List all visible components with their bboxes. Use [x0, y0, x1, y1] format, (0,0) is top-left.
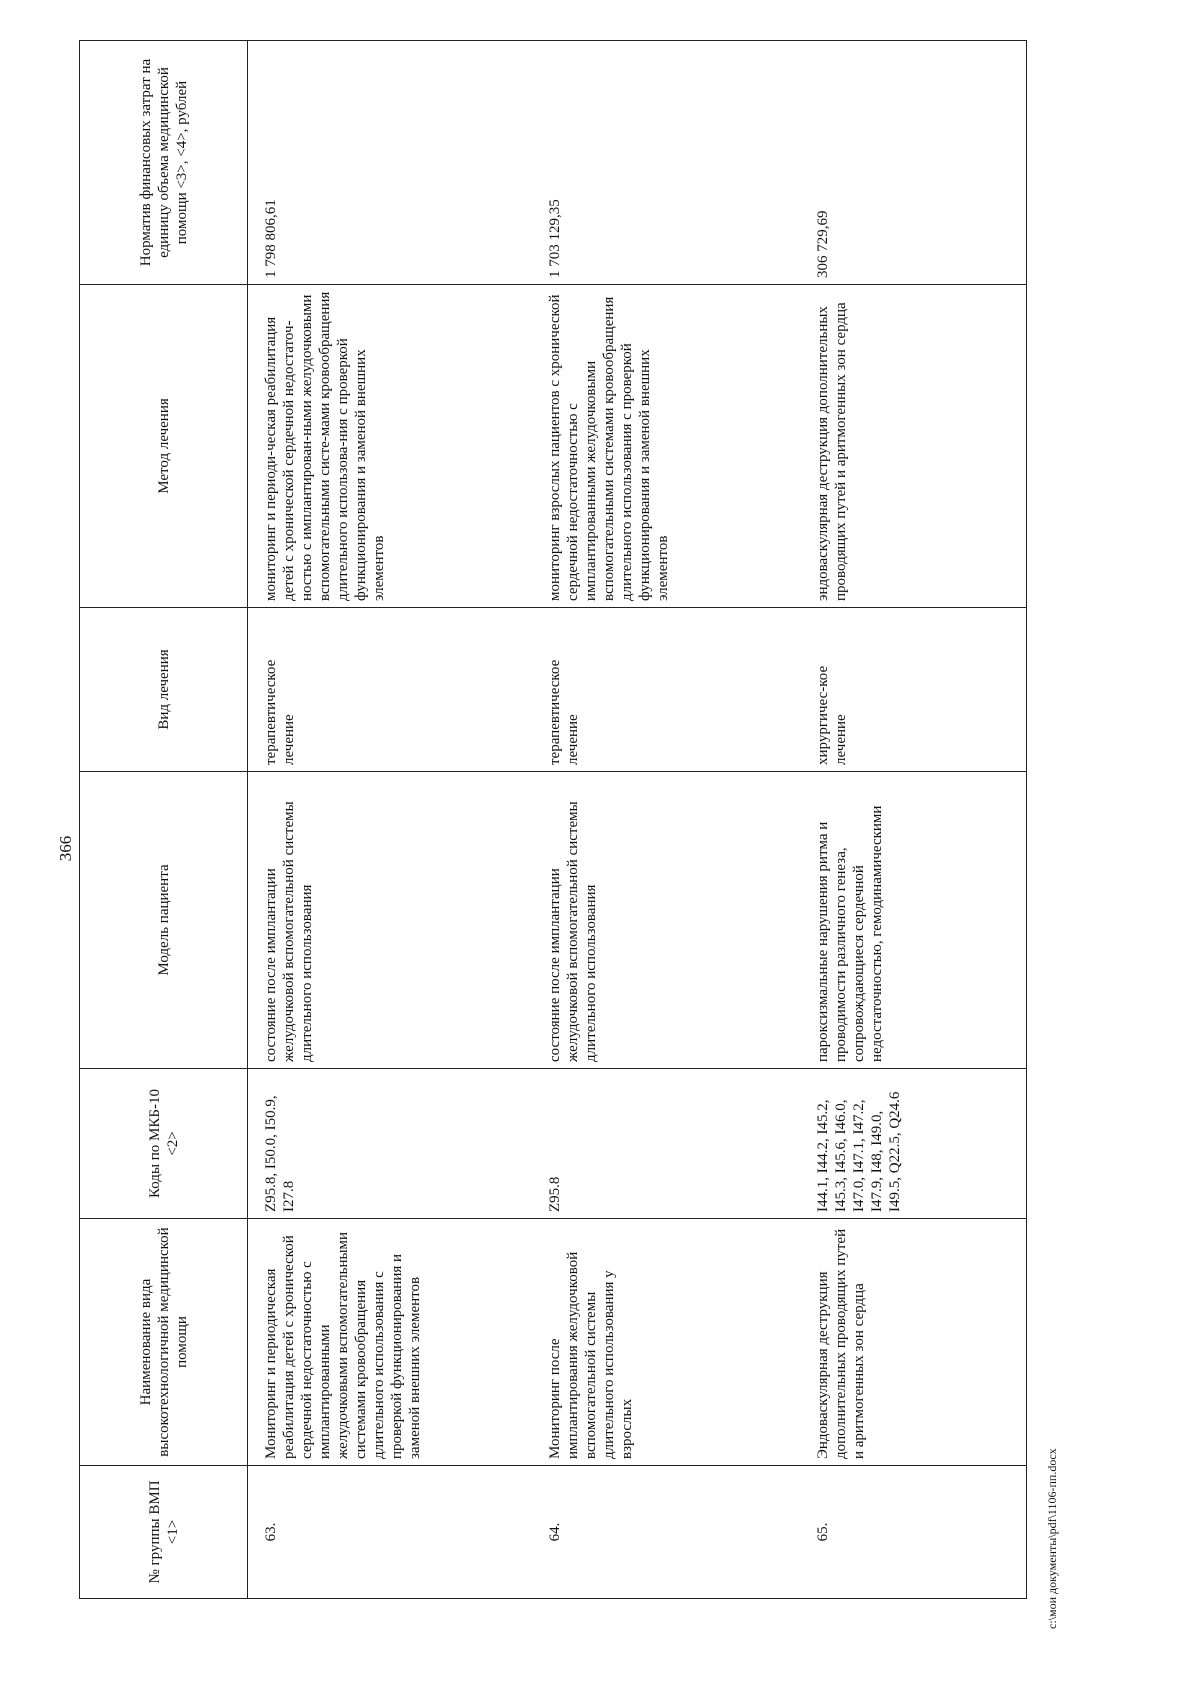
group-number-cell: 64. [532, 1466, 800, 1599]
treatment-kind-cell: терапевтическое лечение [248, 608, 532, 772]
header-patient-model: Модель пациента [80, 772, 248, 1069]
header-group-number: № группы ВМП <1> [80, 1466, 248, 1599]
header-cost-standard: Норматив финансовых затрат на единицу объема медицинской помощи <3>, <4>, рублей [80, 41, 248, 285]
icd10-codes-cell: I44.1, I44.2, I45.2, I45.3, I45.6, I46.0, I47.0, I47.1, I47.2, I47.9, I48, I49.0, I49.5, Q22.5, Q24.6 [800, 1069, 1027, 1219]
patient-model-cell: состояние после имплантации желудочковой вспомогательной системы длительного использования [532, 772, 800, 1069]
header-care-type-name: Наименование вида высокотехнологичной медицинской помощи [80, 1219, 248, 1466]
vmp-table [79, 40, 1027, 1599]
group-number-cell: 65. [800, 1466, 1027, 1599]
care-type-name-cell: Мониторинг после имплантирования желудочковой вспомогательной системы длительного использования у взрослых [532, 1219, 800, 1466]
footer-file-path: c:\мои документы\pdf\1106-пп.docx [1045, 1448, 1059, 1629]
group-number-cell: 63. [248, 1466, 532, 1599]
table-row [248, 41, 532, 1599]
treatment-method-cell: эндоваскулярная деструкция дополнительных проводящих путей и аритмогенных зон сердца [800, 285, 1027, 608]
patient-model-cell: пароксизмальные нарушения ритма и проводимости различного генеза, сопровождающиеся сердечной недостаточностью, гемодинамическими [800, 772, 1027, 1069]
table-row [800, 41, 1027, 1599]
cost-standard-cell: 1 798 806,61 [248, 41, 532, 285]
treatment-method-cell: мониторинг взрослых пациентов с хронической сердечной недостаточностью с имплантированными желудочковыми вспомогательными системами кровообращения длительного использования с проверкой функционирования и заменой внешних элементов [532, 285, 800, 608]
header-treatment-kind: Вид лечения [80, 608, 248, 772]
table-row [532, 41, 800, 1599]
cost-standard-cell: 306 729,69 [800, 41, 1027, 285]
page-number: 366 [56, 835, 75, 862]
table-header-row [80, 41, 248, 1599]
care-type-name-cell: Мониторинг и периодическая реабилитация детей с хронической сердечной недостаточностью с имплантированными желудочковыми вспомогательными системами кровообращения длительного использования с проверкой функционирования и заменой внешних элементов [248, 1219, 532, 1466]
icd10-codes-cell: Z95.8 [532, 1069, 800, 1219]
treatment-method-cell: мониторинг и периоди-ческая реабилитация детей с хронической сердечной недостаточ-ностью с имплантирован-ными желудочковыми вспомогательными систе-мами кровообращения длительного использова-ния с проверкой функционирования и заменой внешних элементов [248, 285, 532, 608]
treatment-kind-cell: терапевтическое лечение [532, 608, 800, 772]
header-treatment-method: Метод лечения [80, 285, 248, 608]
cost-standard-cell: 1 703 129,35 [532, 41, 800, 285]
header-icd10-codes: Коды по МКБ-10 <2> [80, 1069, 248, 1219]
care-type-name-cell: Эндоваскулярная деструкция дополнительных проводящих путей и аритмогенных зон сердца [800, 1219, 1027, 1466]
treatment-kind-cell: хирургичес-кое лечение [800, 608, 1027, 772]
patient-model-cell: состояние после имплантации желудочковой вспомогательной системы длительного использования [248, 772, 532, 1069]
icd10-codes-cell: Z95.8, I50.0, I50.9, I27.8 [248, 1069, 532, 1219]
